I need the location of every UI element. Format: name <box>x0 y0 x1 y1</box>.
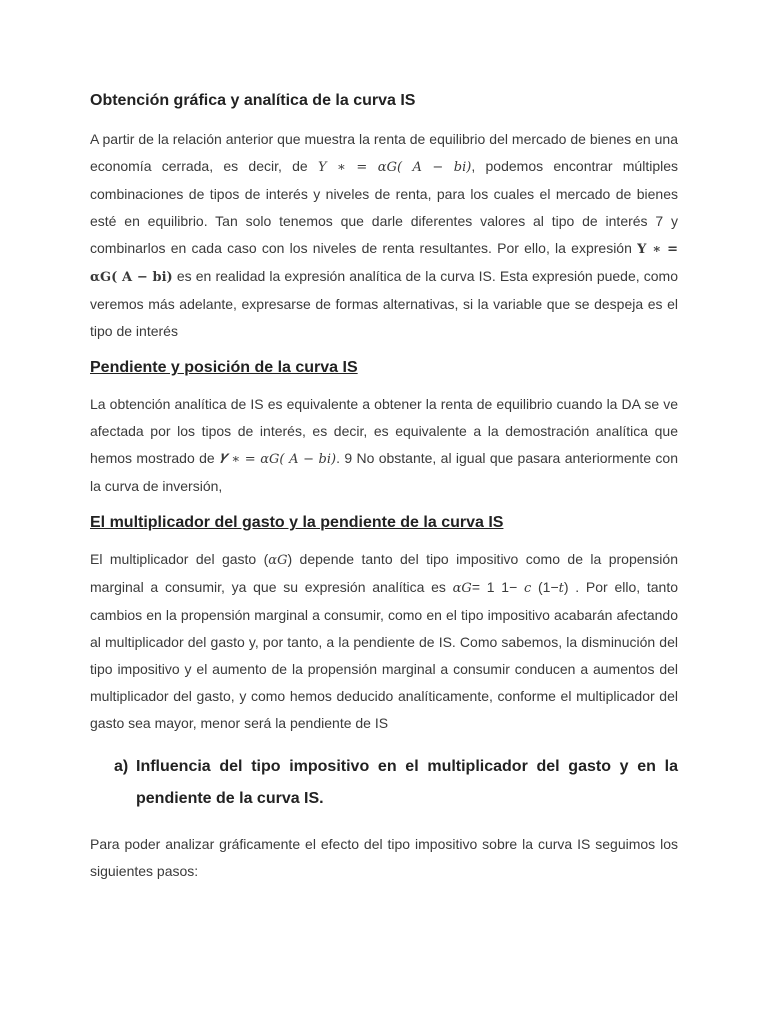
document-page <box>90 92 678 899</box>
list-item-a <box>90 751 678 815</box>
paragraph-multiplier-text-b: ) depende tanto del tipo impositivo como de la propensión marginal a consumir, ya que su expresión analítica es <box>90 551 678 595</box>
paragraph-intro-text-c: es en realidad la expresión analítica de la curva IS. Esta expresión puede, como veremos más adelante, expresarse de formas alternativas, si la variable que se despeja es el tipo de interés <box>90 268 679 339</box>
equation-demonstration: 𝒀 ∗ = 𝛼𝐺( A − 𝑏𝑖) <box>219 452 337 467</box>
paragraph-intro-text-b: , podemos encontrar múltiples combinaciones de tipos de interés y niveles de renta, para los cuales el mercado de bienes esté en equilibrio. Tan solo tenemos que darle diferentes valores al tipo de interés 7 y combinarlos en cada caso con los niveles de renta resultantes. Por ello, la expresión <box>90 158 679 256</box>
list-item-text: Influencia del tipo impositivo en el multiplicador del gasto y en la pendiente de la curva IS. <box>136 758 678 807</box>
symbol-alpha-g-2: 𝛼𝐺 <box>452 581 472 596</box>
paragraph-multiplier <box>90 546 678 737</box>
heading-multiplier: El multiplicador del gasto y la pendiente de la curva IS <box>90 514 504 531</box>
symbol-alpha-g: 𝛼𝐺 <box>268 553 288 568</box>
paragraph-multiplier-text-d: (1− <box>531 579 559 595</box>
paragraph-intro <box>90 126 678 345</box>
paragraph-intro-text-a: A partir de la relación anterior que muestra la renta de equilibrio del mercado de bienes en una economía cerrada, es decir, de <box>90 131 678 174</box>
list-item-marker: a) <box>114 758 129 775</box>
paragraph-slope-text-b: . 9 No obstante, al igual que pasara anteriormente con la curva de inversión, <box>90 450 678 494</box>
equation-equilibrium-income: 𝑌 ∗ = 𝛼𝐺( A − 𝑏𝑖) <box>317 160 472 175</box>
equation-is-curve: 𝐘 ∗ = 𝛂𝐆( A − 𝐛𝐢) <box>90 242 678 285</box>
symbol-c: 𝑐 <box>523 581 532 596</box>
paragraph-multiplier-text-e: ) . Por ello, tanto cambios en la propensión marginal a consumir, como en el tipo impositivo acabarán afectando al multiplicador del gasto y, por tanto, a la pendiente de IS. Como sabemos, la disminución del tipo impositivo y el aumento de la propensión marginal a consumir conducen a aumentos del multiplicador del gasto, y como hemos deducido analíticamente, conforme el multiplicador del gasto sea mayor, menor será la pendiente de IS <box>90 579 679 731</box>
section-title: Obtención gráfica y analítica de la curva IS <box>90 92 416 109</box>
paragraph-multiplier-text-a: El multiplicador del gasto ( <box>90 551 269 567</box>
symbol-t: 𝑡 <box>558 581 564 596</box>
paragraph-steps: Para poder analizar gráficamente el efecto del tipo impositivo sobre la curva IS seguimos los siguientes pasos: <box>90 836 678 879</box>
paragraph-slope-text-a: La obtención analítica de IS es equivalente a obtener la renta de equilibrio cuando la DA se ve afectada por los tipos de interés, es decir, es equivalente a la demostración analítica que hemos mostrado de <box>90 396 678 466</box>
heading-slope-position: Pendiente y posición de la curva IS <box>90 359 358 376</box>
paragraph-slope <box>90 391 678 500</box>
paragraph-multiplier-text-c: = 1 1− <box>471 579 524 595</box>
